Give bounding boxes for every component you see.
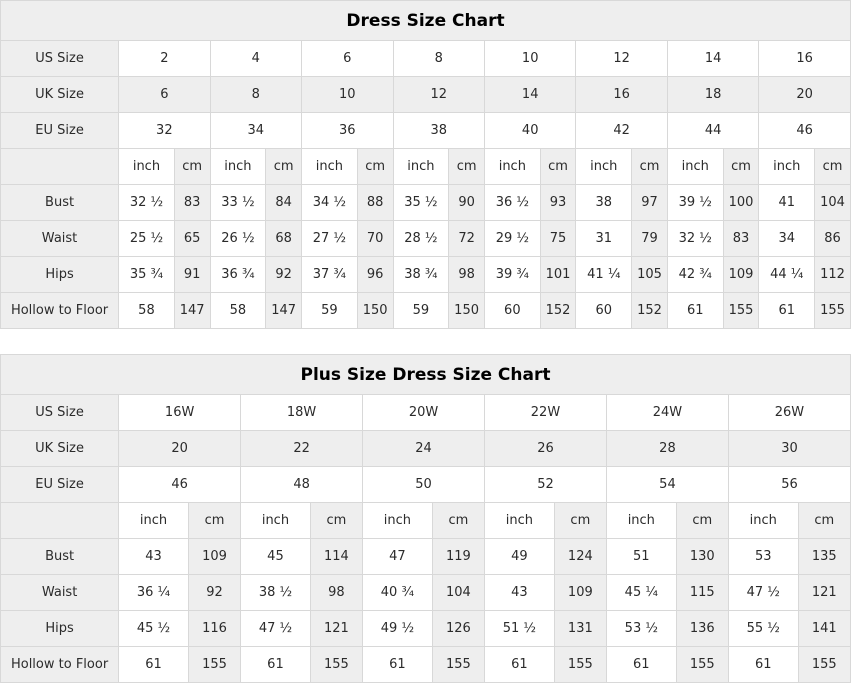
- measurement-value-inch: 42 ¾: [667, 257, 723, 293]
- row-label: Hips: [1, 611, 119, 647]
- measurement-value-cm: 90: [449, 185, 485, 221]
- measurement-value-cm: 98: [310, 575, 362, 611]
- measurement-value-inch: 61: [667, 293, 723, 329]
- unit-label-cm: cm: [798, 503, 850, 539]
- measurement-value-cm: 97: [632, 185, 668, 221]
- size-row: [1, 395, 851, 431]
- measurement-value-inch: 37 ¾: [302, 257, 358, 293]
- unit-row: [1, 149, 851, 185]
- measurement-value-cm: 68: [266, 221, 302, 257]
- measurement-value-inch: 60: [484, 293, 540, 329]
- unit-label-inch: inch: [302, 149, 358, 185]
- measurement-value-inch: 55 ½: [728, 611, 798, 647]
- measurement-value-cm: 88: [357, 185, 393, 221]
- measurement-row: [1, 221, 851, 257]
- size-value-cell: 52: [485, 467, 607, 503]
- unit-label-cm: cm: [632, 149, 668, 185]
- measurement-value-inch: 45 ½: [119, 611, 189, 647]
- measurement-value-cm: 155: [310, 647, 362, 683]
- measurement-value-cm: 75: [540, 221, 576, 257]
- measurement-value-cm: 147: [174, 293, 210, 329]
- size-value-cell: 44: [667, 113, 758, 149]
- measurement-value-cm: 126: [432, 611, 484, 647]
- size-value-cell: 48: [241, 467, 363, 503]
- unit-label-inch: inch: [606, 503, 676, 539]
- measurement-value-inch: 45: [241, 539, 311, 575]
- measurement-value-cm: 121: [310, 611, 362, 647]
- measurement-value-inch: 53: [728, 539, 798, 575]
- size-value-cell: 36: [302, 113, 393, 149]
- size-value-cell: 42: [576, 113, 667, 149]
- measurement-value-inch: 61: [728, 647, 798, 683]
- chart-title-row: [1, 355, 851, 395]
- measurement-value-cm: 91: [174, 257, 210, 293]
- unit-label-cm: cm: [723, 149, 759, 185]
- measurement-value-inch: 61: [485, 647, 555, 683]
- measurement-value-inch: 32 ½: [119, 185, 175, 221]
- size-value-cell: 10: [302, 77, 393, 113]
- size-value-cell: 20: [119, 431, 241, 467]
- measurement-value-cm: 152: [540, 293, 576, 329]
- measurement-row: [1, 257, 851, 293]
- measurement-row: [1, 539, 851, 575]
- measurement-row: [1, 611, 851, 647]
- measurement-value-cm: 115: [676, 575, 728, 611]
- unit-label-cm: cm: [540, 149, 576, 185]
- measurement-value-cm: 104: [815, 185, 851, 221]
- unit-label-inch: inch: [667, 149, 723, 185]
- measurement-value-inch: 61: [241, 647, 311, 683]
- size-value-cell: 16: [576, 77, 667, 113]
- size-value-cell: 14: [667, 41, 758, 77]
- measurement-value-inch: 36 ½: [484, 185, 540, 221]
- size-value-cell: 24: [363, 431, 485, 467]
- measurement-value-cm: 70: [357, 221, 393, 257]
- size-value-cell: 8: [393, 41, 484, 77]
- measurement-value-inch: 44 ¼: [759, 257, 815, 293]
- size-value-cell: 24W: [606, 395, 728, 431]
- measurement-row: [1, 575, 851, 611]
- measurement-value-inch: 49: [485, 539, 555, 575]
- measurement-value-cm: 150: [357, 293, 393, 329]
- unit-label-inch: inch: [119, 503, 189, 539]
- measurement-value-cm: 109: [723, 257, 759, 293]
- size-row: [1, 77, 851, 113]
- measurement-value-inch: 45 ¼: [606, 575, 676, 611]
- unit-label-cm: cm: [188, 503, 240, 539]
- measurement-value-inch: 61: [606, 647, 676, 683]
- row-label: US Size: [1, 41, 119, 77]
- measurement-value-inch: 59: [393, 293, 449, 329]
- chart-title-row: [1, 1, 851, 41]
- measurement-value-cm: 104: [432, 575, 484, 611]
- unit-label-inch: inch: [119, 149, 175, 185]
- measurement-value-cm: 155: [554, 647, 606, 683]
- unit-label-inch: inch: [393, 149, 449, 185]
- measurement-value-inch: 51 ½: [485, 611, 555, 647]
- measurement-value-inch: 61: [119, 647, 189, 683]
- measurement-value-cm: 152: [632, 293, 668, 329]
- measurement-value-cm: 141: [798, 611, 850, 647]
- measurement-value-inch: 41 ¼: [576, 257, 632, 293]
- size-value-cell: 56: [728, 467, 850, 503]
- measurement-value-inch: 61: [363, 647, 433, 683]
- measurement-value-cm: 119: [432, 539, 484, 575]
- size-value-cell: 34: [210, 113, 301, 149]
- chart-title: Plus Size Dress Size Chart: [1, 355, 851, 395]
- unit-label-cm: cm: [449, 149, 485, 185]
- measurement-value-inch: 32 ½: [667, 221, 723, 257]
- measurement-value-inch: 31: [576, 221, 632, 257]
- unit-row-spacer: [1, 149, 119, 185]
- size-value-cell: 50: [363, 467, 485, 503]
- measurement-value-cm: 93: [540, 185, 576, 221]
- row-label: Hollow to Floor: [1, 293, 119, 329]
- size-value-cell: 46: [759, 113, 851, 149]
- row-label: Waist: [1, 221, 119, 257]
- measurement-value-inch: 41: [759, 185, 815, 221]
- unit-label-inch: inch: [363, 503, 433, 539]
- row-label: Bust: [1, 539, 119, 575]
- measurement-value-inch: 38: [576, 185, 632, 221]
- size-value-cell: 2: [119, 41, 210, 77]
- size-value-cell: 26: [485, 431, 607, 467]
- measurement-value-cm: 92: [188, 575, 240, 611]
- size-value-cell: 6: [119, 77, 210, 113]
- unit-label-cm: cm: [676, 503, 728, 539]
- measurement-row: [1, 647, 851, 683]
- measurement-value-inch: 49 ½: [363, 611, 433, 647]
- size-value-cell: 16: [759, 41, 851, 77]
- measurement-value-inch: 43: [119, 539, 189, 575]
- measurement-value-inch: 26 ½: [210, 221, 266, 257]
- measurement-value-inch: 29 ½: [484, 221, 540, 257]
- size-value-cell: 20W: [363, 395, 485, 431]
- size-value-cell: 16W: [119, 395, 241, 431]
- size-value-cell: 6: [302, 41, 393, 77]
- size-value-cell: 18: [667, 77, 758, 113]
- measurement-row: [1, 293, 851, 329]
- measurement-value-cm: 72: [449, 221, 485, 257]
- unit-label-cm: cm: [815, 149, 851, 185]
- measurement-value-cm: 147: [266, 293, 302, 329]
- unit-label-cm: cm: [174, 149, 210, 185]
- size-row: [1, 431, 851, 467]
- measurement-value-inch: 33 ½: [210, 185, 266, 221]
- measurement-value-cm: 101: [540, 257, 576, 293]
- measurement-value-cm: 155: [723, 293, 759, 329]
- unit-label-cm: cm: [266, 149, 302, 185]
- size-value-cell: 38: [393, 113, 484, 149]
- row-label: Hollow to Floor: [1, 647, 119, 683]
- measurement-value-cm: 136: [676, 611, 728, 647]
- measurement-value-cm: 109: [554, 575, 606, 611]
- measurement-value-inch: 36 ¾: [210, 257, 266, 293]
- size-value-cell: 20: [759, 77, 851, 113]
- measurement-value-inch: 39 ½: [667, 185, 723, 221]
- row-label: Waist: [1, 575, 119, 611]
- measurement-value-cm: 109: [188, 539, 240, 575]
- chart-title: Dress Size Chart: [1, 1, 851, 41]
- measurement-value-cm: 130: [676, 539, 728, 575]
- size-value-cell: 32: [119, 113, 210, 149]
- measurement-value-inch: 47 ½: [728, 575, 798, 611]
- size-value-cell: 22: [241, 431, 363, 467]
- measurement-value-inch: 28 ½: [393, 221, 449, 257]
- measurement-value-cm: 79: [632, 221, 668, 257]
- measurement-value-cm: 65: [174, 221, 210, 257]
- row-label: US Size: [1, 395, 119, 431]
- row-label: UK Size: [1, 431, 119, 467]
- measurement-value-cm: 155: [432, 647, 484, 683]
- unit-row-spacer: [1, 503, 119, 539]
- unit-label-cm: cm: [310, 503, 362, 539]
- unit-label-inch: inch: [241, 503, 311, 539]
- size-value-cell: 46: [119, 467, 241, 503]
- measurement-value-cm: 155: [798, 647, 850, 683]
- measurement-value-inch: 59: [302, 293, 358, 329]
- measurement-value-inch: 60: [576, 293, 632, 329]
- measurement-value-cm: 112: [815, 257, 851, 293]
- measurement-value-inch: 38 ¾: [393, 257, 449, 293]
- measurement-value-cm: 83: [723, 221, 759, 257]
- size-value-cell: 40: [484, 113, 575, 149]
- measurement-value-cm: 83: [174, 185, 210, 221]
- measurement-value-cm: 96: [357, 257, 393, 293]
- measurement-value-cm: 114: [310, 539, 362, 575]
- size-value-cell: 4: [210, 41, 301, 77]
- measurement-value-cm: 121: [798, 575, 850, 611]
- measurement-value-cm: 98: [449, 257, 485, 293]
- size-value-cell: 14: [484, 77, 575, 113]
- measurement-value-inch: 36 ¼: [119, 575, 189, 611]
- measurement-value-inch: 51: [606, 539, 676, 575]
- measurement-row: [1, 185, 851, 221]
- measurement-value-inch: 35 ¾: [119, 257, 175, 293]
- chart-body: [1, 395, 851, 683]
- size-row: [1, 113, 851, 149]
- unit-label-inch: inch: [728, 503, 798, 539]
- unit-label-cm: cm: [357, 149, 393, 185]
- measurement-value-inch: 34: [759, 221, 815, 257]
- dress-size-chart-table: [0, 0, 851, 329]
- size-value-cell: 12: [576, 41, 667, 77]
- measurement-value-cm: 105: [632, 257, 668, 293]
- measurement-value-inch: 39 ¾: [484, 257, 540, 293]
- unit-label-cm: cm: [554, 503, 606, 539]
- measurement-value-cm: 84: [266, 185, 302, 221]
- measurement-value-cm: 155: [676, 647, 728, 683]
- measurement-value-cm: 116: [188, 611, 240, 647]
- row-label: Bust: [1, 185, 119, 221]
- size-value-cell: 26W: [728, 395, 850, 431]
- measurement-value-inch: 61: [759, 293, 815, 329]
- measurement-value-inch: 34 ½: [302, 185, 358, 221]
- measurement-value-inch: 47: [363, 539, 433, 575]
- measurement-value-inch: 53 ½: [606, 611, 676, 647]
- measurement-value-cm: 124: [554, 539, 606, 575]
- size-value-cell: 54: [606, 467, 728, 503]
- unit-label-inch: inch: [210, 149, 266, 185]
- plus-size-dress-size-chart-table: [0, 354, 851, 683]
- unit-label-cm: cm: [432, 503, 484, 539]
- size-value-cell: 12: [393, 77, 484, 113]
- measurement-value-inch: 38 ½: [241, 575, 311, 611]
- size-value-cell: 8: [210, 77, 301, 113]
- size-row: [1, 467, 851, 503]
- measurement-value-inch: 35 ½: [393, 185, 449, 221]
- row-label: EU Size: [1, 467, 119, 503]
- measurement-value-cm: 131: [554, 611, 606, 647]
- size-value-cell: 22W: [485, 395, 607, 431]
- row-label: EU Size: [1, 113, 119, 149]
- size-value-cell: 28: [606, 431, 728, 467]
- chart-body: [1, 41, 851, 329]
- unit-label-inch: inch: [576, 149, 632, 185]
- unit-label-inch: inch: [759, 149, 815, 185]
- measurement-value-cm: 92: [266, 257, 302, 293]
- measurement-value-cm: 100: [723, 185, 759, 221]
- measurement-value-cm: 86: [815, 221, 851, 257]
- measurement-value-inch: 47 ½: [241, 611, 311, 647]
- size-row: [1, 41, 851, 77]
- measurement-value-inch: 58: [119, 293, 175, 329]
- unit-label-inch: inch: [484, 149, 540, 185]
- measurement-value-inch: 40 ¾: [363, 575, 433, 611]
- row-label: UK Size: [1, 77, 119, 113]
- size-value-cell: 30: [728, 431, 850, 467]
- measurement-value-cm: 155: [815, 293, 851, 329]
- measurement-value-cm: 155: [188, 647, 240, 683]
- measurement-value-inch: 25 ½: [119, 221, 175, 257]
- measurement-value-inch: 58: [210, 293, 266, 329]
- row-label: Hips: [1, 257, 119, 293]
- measurement-value-cm: 135: [798, 539, 850, 575]
- unit-label-inch: inch: [485, 503, 555, 539]
- unit-row: [1, 503, 851, 539]
- size-value-cell: 18W: [241, 395, 363, 431]
- measurement-value-cm: 150: [449, 293, 485, 329]
- measurement-value-inch: 27 ½: [302, 221, 358, 257]
- size-value-cell: 10: [484, 41, 575, 77]
- measurement-value-inch: 43: [485, 575, 555, 611]
